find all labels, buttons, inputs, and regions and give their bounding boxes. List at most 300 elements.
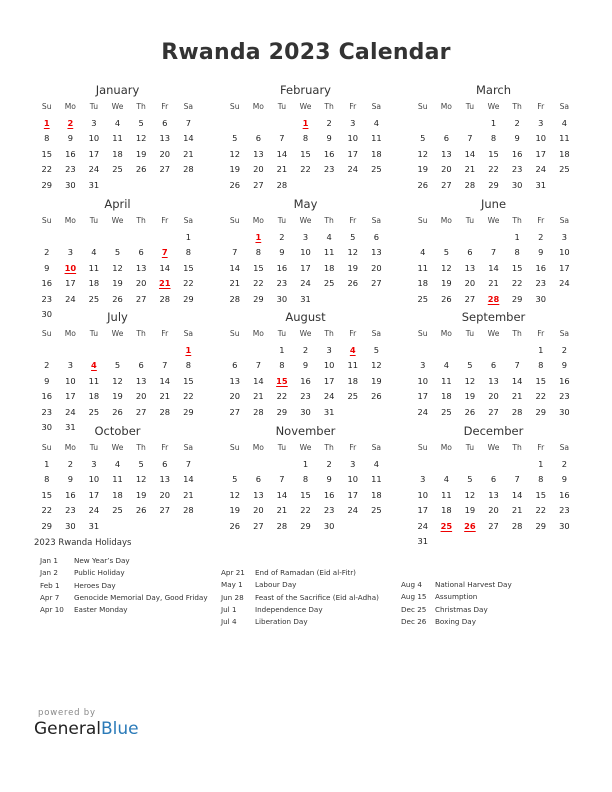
day-cell: 9: [514, 133, 520, 144]
holiday-name: Heroes Day: [74, 580, 116, 590]
day-cell: 25: [417, 293, 429, 304]
day-cell: 26: [441, 293, 452, 304]
weekday-label: Fr: [537, 216, 545, 225]
day-cell: 29: [183, 293, 194, 304]
week-row: [35, 132, 200, 146]
day-cell: 16: [41, 278, 53, 289]
day-cell: 13: [135, 375, 147, 386]
brand-general: General: [34, 719, 101, 739]
weekday-label: Th: [512, 329, 522, 338]
day-cell: 11: [371, 133, 382, 144]
day-cell: 16: [511, 148, 523, 159]
week-row: [411, 132, 576, 146]
day-cell: 24: [417, 520, 429, 531]
weekday-label: Su: [229, 216, 240, 225]
weekday-label: We: [487, 216, 500, 225]
week-row: [35, 406, 200, 420]
weekday-label: Sa: [371, 329, 382, 338]
day-cell: 8: [302, 474, 309, 485]
day-cell: 6: [490, 474, 497, 485]
week-row: [35, 504, 200, 518]
day-cell: 30: [511, 179, 523, 190]
week-row: [411, 390, 576, 404]
weekday-label: Su: [229, 443, 240, 452]
weekday-label: Su: [41, 329, 52, 338]
day-cell: 21: [511, 391, 523, 402]
day-cell: 6: [255, 133, 261, 144]
day-cell: 14: [253, 375, 264, 386]
day-cell: 15: [300, 148, 311, 159]
day-cell: 24: [65, 293, 76, 304]
week-row: [223, 132, 388, 146]
weekday-label: We: [487, 102, 500, 111]
day-cell: 6: [443, 133, 449, 144]
week-row: [35, 520, 200, 534]
day-cell: 8: [302, 133, 309, 144]
weekday-label: Mo: [64, 216, 76, 225]
day-cell: 11: [417, 262, 429, 273]
day-cell: 5: [420, 133, 426, 144]
week-row: [411, 262, 576, 276]
day-cell: 17: [65, 391, 76, 402]
day-cell: 10: [559, 247, 570, 258]
day-cell: 30: [559, 520, 570, 531]
weekday-label: We: [299, 102, 312, 111]
weekday-label: Th: [324, 443, 334, 452]
generalblue-logo[interactable]: [34, 719, 139, 739]
day-cell: 23: [323, 164, 335, 175]
day-cell: 12: [347, 247, 359, 258]
day-cell: 17: [347, 148, 359, 159]
day-cell: 1: [490, 118, 497, 128]
day-cell: 29: [535, 520, 547, 531]
day-cell: 4: [373, 118, 379, 128]
day-cell: 24: [88, 505, 100, 516]
day-cell: 13: [229, 375, 241, 386]
day-cell: 24: [417, 406, 429, 417]
day-cell: 9: [561, 474, 567, 485]
week-row: [411, 231, 576, 245]
day-cell: 20: [135, 278, 147, 289]
day-cell: 20: [159, 489, 171, 500]
day-cell: 8: [279, 360, 285, 371]
weekday-label: Sa: [371, 216, 382, 225]
day-cell: 26: [347, 278, 359, 289]
weekday-label: Tu: [89, 216, 99, 225]
day-cell: 20: [488, 505, 499, 516]
day-cell: 25: [112, 164, 123, 175]
weekday-label: We: [487, 329, 500, 338]
week-row: [411, 473, 576, 487]
day-cell: 8: [490, 133, 497, 144]
day-cell: 18: [417, 278, 429, 289]
day-cell: 6: [255, 474, 261, 485]
month-name: April: [104, 197, 131, 211]
day-cell: 27: [371, 278, 382, 289]
weekday-label: Th: [512, 216, 522, 225]
day-cell: 26: [464, 406, 476, 417]
month-name: June: [480, 197, 507, 211]
day-cell: 7: [279, 133, 285, 144]
day-cell: 2: [326, 118, 332, 128]
day-cell: 5: [138, 459, 144, 469]
holiday-day: 10: [64, 262, 77, 273]
weekday-label: We: [111, 102, 124, 111]
day-cell: 1: [538, 459, 544, 469]
weekday-header: [411, 328, 576, 342]
day-cell: 11: [347, 360, 359, 371]
week-row: [35, 262, 200, 276]
week-row: [35, 277, 200, 291]
day-cell: 16: [41, 391, 53, 402]
day-cell: 9: [326, 133, 332, 144]
day-cell: 8: [44, 133, 50, 144]
day-cell: 26: [371, 391, 382, 402]
holiday-name: Easter Monday: [74, 605, 128, 615]
day-cell: 27: [488, 520, 499, 531]
day-cell: 7: [490, 247, 497, 258]
weekday-label: Fr: [349, 102, 357, 111]
day-cell: 6: [162, 118, 168, 128]
day-cell: 21: [464, 164, 476, 175]
day-cell: 29: [41, 520, 53, 531]
day-cell: 2: [561, 459, 567, 469]
day-cell: 11: [371, 474, 382, 485]
day-cell: 24: [347, 164, 359, 175]
week-row: [35, 293, 200, 307]
day-cell: 20: [253, 164, 264, 175]
holiday-day: 4: [91, 360, 97, 371]
day-cell: 18: [88, 391, 100, 402]
day-cell: 17: [88, 148, 100, 159]
day-cell: 2: [538, 232, 544, 242]
day-cell: 23: [41, 406, 53, 417]
weekday-label: Th: [324, 329, 334, 338]
weekday-label: Su: [417, 216, 428, 225]
weekday-header: [35, 442, 200, 456]
day-cell: 10: [300, 247, 311, 258]
day-cell: 24: [535, 164, 547, 175]
day-cell: 15: [41, 148, 53, 159]
day-cell: 15: [300, 489, 311, 500]
day-cell: 17: [323, 375, 335, 386]
weekday-label: Th: [136, 102, 146, 111]
weekday-label: Tu: [277, 102, 287, 111]
week-row: [35, 489, 200, 503]
day-cell: 21: [159, 391, 171, 402]
day-cell: 28: [276, 179, 288, 190]
weekday-label: Sa: [559, 102, 570, 111]
day-cell: 23: [511, 164, 523, 175]
weekday-label: Mo: [440, 102, 452, 111]
week-row: [223, 458, 388, 472]
day-cell: 9: [44, 375, 50, 386]
day-cell: 19: [441, 278, 452, 289]
day-cell: 30: [65, 520, 76, 531]
day-cell: 28: [229, 293, 241, 304]
weekday-label: Th: [512, 102, 522, 111]
day-cell: 14: [159, 262, 171, 273]
day-cell: 18: [371, 489, 382, 500]
weekday-label: Tu: [465, 329, 475, 338]
day-cell: 12: [441, 262, 452, 273]
holiday-name: Boxing Day: [435, 616, 476, 626]
day-cell: 26: [112, 293, 123, 304]
day-cell: 11: [88, 262, 100, 273]
day-cell: 27: [135, 406, 147, 417]
holiday-name: Liberation Day: [255, 617, 308, 627]
day-cell: 28: [511, 520, 523, 531]
weekday-label: Tu: [465, 102, 475, 111]
day-cell: 20: [488, 391, 499, 402]
day-cell: 13: [253, 489, 264, 500]
day-cell: 2: [302, 345, 309, 355]
day-cell: 3: [326, 345, 332, 355]
day-cell: 20: [253, 505, 264, 516]
day-cell: 8: [514, 247, 520, 258]
holiday-date: Apr 21: [221, 568, 245, 577]
day-cell: 9: [302, 360, 309, 371]
day-cell: 19: [347, 262, 359, 273]
day-cell: 14: [159, 375, 171, 386]
day-cell: 19: [112, 391, 123, 402]
page-title: Rwanda 2023 Calendar: [161, 40, 451, 65]
week-row: [35, 231, 200, 245]
day-cell: 14: [276, 489, 288, 500]
holiday-date: Dec 26: [401, 616, 427, 626]
day-cell: 29: [300, 520, 311, 531]
week-row: [411, 179, 576, 193]
weekday-label: Fr: [161, 216, 169, 225]
day-cell: 12: [464, 375, 476, 386]
week-row: [223, 344, 388, 358]
day-cell: 24: [88, 164, 100, 175]
day-cell: 22: [276, 391, 288, 402]
weekday-label: Fr: [537, 443, 545, 452]
day-cell: 23: [65, 505, 76, 516]
weekday-label: Fr: [161, 102, 169, 111]
holiday-date: Jan 2: [40, 568, 58, 578]
weekday-label: Su: [417, 329, 428, 338]
day-cell: 2: [67, 459, 73, 469]
week-row: [35, 179, 200, 193]
holiday-day: 1: [255, 232, 262, 242]
day-cell: 19: [112, 278, 123, 289]
month-name: July: [107, 310, 128, 324]
day-cell: 9: [279, 247, 285, 258]
day-cell: 28: [276, 520, 288, 531]
week-row: [223, 504, 388, 518]
day-cell: 22: [535, 505, 547, 516]
day-cell: 17: [535, 148, 547, 159]
day-cell: 17: [88, 489, 100, 500]
weekday-label: Mo: [252, 443, 264, 452]
holiday-name: National Harvest Day: [435, 580, 512, 589]
day-cell: 30: [41, 422, 53, 432]
week-row: [411, 406, 576, 420]
day-cell: 27: [159, 505, 171, 516]
weekday-label: Tu: [89, 329, 99, 338]
month-name: August: [285, 310, 326, 324]
weekday-label: Mo: [64, 329, 76, 338]
day-cell: 18: [347, 375, 359, 386]
weekday-header: [411, 215, 576, 229]
day-cell: 3: [538, 118, 544, 128]
holiday-day: 1: [302, 118, 309, 128]
holiday-date: Aug 4: [401, 580, 422, 589]
day-cell: 9: [67, 474, 73, 485]
day-cell: 30: [559, 406, 570, 417]
day-cell: 6: [162, 459, 168, 469]
month-name: March: [475, 83, 512, 97]
holiday-name: End of Ramadan (Eid al-Fitr): [255, 568, 356, 577]
day-cell: 16: [559, 489, 570, 500]
week-row: [35, 359, 200, 373]
day-cell: 10: [347, 133, 359, 144]
day-cell: 23: [41, 293, 53, 304]
day-cell: 12: [464, 489, 476, 500]
day-cell: 12: [417, 148, 429, 159]
day-cell: 15: [511, 262, 523, 273]
day-cell: 7: [514, 474, 520, 485]
week-row: [35, 344, 200, 358]
week-row: [411, 489, 576, 503]
holiday-day: 21: [158, 278, 171, 289]
week-row: [223, 375, 388, 389]
day-cell: 3: [302, 232, 309, 242]
day-cell: 21: [511, 505, 523, 516]
day-cell: 6: [138, 360, 144, 371]
weekday-label: Fr: [349, 443, 357, 452]
day-cell: 5: [232, 133, 238, 144]
day-cell: 9: [561, 360, 567, 371]
powered-by-label: powered by: [38, 708, 96, 718]
day-cell: 18: [559, 148, 570, 159]
holiday-name: Public Holiday: [74, 568, 125, 578]
holiday-day: 2: [67, 118, 74, 128]
holiday-date: May 1: [221, 580, 243, 590]
day-cell: 12: [135, 474, 147, 485]
day-cell: 13: [441, 148, 452, 159]
day-cell: 14: [183, 133, 194, 144]
day-cell: 5: [350, 232, 356, 242]
week-row: [223, 473, 388, 487]
day-cell: 14: [511, 489, 523, 500]
day-cell: 28: [464, 179, 476, 190]
day-cell: 18: [88, 278, 100, 289]
day-cell: 2: [326, 459, 332, 469]
day-cell: 14: [183, 474, 194, 485]
day-cell: 15: [253, 262, 264, 273]
holiday-date: Jul 4: [221, 617, 237, 627]
day-cell: 22: [511, 278, 523, 289]
day-cell: 25: [559, 164, 570, 175]
week-row: [223, 117, 388, 131]
holiday-day: 26: [464, 520, 476, 531]
day-cell: 2: [279, 232, 285, 242]
day-cell: 13: [488, 489, 499, 500]
holiday-name: New Year’s Day: [74, 556, 130, 565]
day-cell: 8: [538, 360, 544, 371]
week-row: [223, 262, 388, 276]
week-row: [411, 163, 576, 177]
weekday-label: Su: [229, 102, 240, 111]
week-row: [35, 117, 200, 131]
day-cell: 4: [561, 118, 567, 128]
weekday-header: [223, 101, 388, 115]
weekday-label: Su: [41, 216, 52, 225]
day-cell: 8: [185, 360, 191, 371]
day-cell: 24: [559, 278, 570, 289]
day-cell: 24: [347, 505, 359, 516]
day-cell: 9: [44, 262, 50, 273]
day-cell: 24: [323, 391, 335, 402]
day-cell: 17: [559, 262, 570, 273]
day-cell: 14: [229, 262, 241, 273]
day-cell: 8: [255, 247, 261, 258]
weekday-label: Sa: [183, 102, 194, 111]
day-cell: 13: [159, 133, 171, 144]
day-cell: 24: [300, 278, 311, 289]
holiday-date: Dec 25: [401, 604, 427, 614]
weekday-label: Th: [136, 216, 146, 225]
day-cell: 21: [253, 391, 264, 402]
day-cell: 14: [464, 148, 476, 159]
day-cell: 22: [41, 164, 53, 175]
day-cell: 11: [323, 247, 335, 258]
day-cell: 30: [276, 293, 288, 304]
weekday-label: Su: [417, 102, 428, 111]
day-cell: 19: [135, 489, 147, 500]
day-cell: 22: [253, 278, 264, 289]
day-cell: 9: [67, 133, 73, 144]
weekday-label: We: [111, 216, 124, 225]
holiday-name: Assumption: [435, 592, 478, 602]
weekday-label: Tu: [277, 329, 287, 338]
day-cell: 4: [420, 247, 426, 258]
weekday-label: We: [299, 216, 312, 225]
day-cell: 29: [535, 406, 547, 417]
weekday-label: Th: [324, 216, 334, 225]
weekday-label: Sa: [559, 329, 570, 338]
day-cell: 20: [441, 164, 452, 175]
holiday-name: Labour Day: [255, 580, 297, 590]
day-cell: 12: [135, 133, 147, 144]
day-cell: 28: [183, 164, 194, 175]
day-cell: 8: [538, 474, 544, 485]
holiday-name: Independence Day: [255, 604, 323, 614]
day-cell: 10: [535, 133, 547, 144]
weekday-label: Sa: [183, 443, 194, 452]
weekday-label: Mo: [252, 329, 264, 338]
day-cell: 30: [65, 179, 76, 190]
day-cell: 27: [253, 520, 264, 531]
day-cell: 27: [253, 179, 264, 190]
day-cell: 3: [420, 360, 426, 371]
weekday-label: Su: [41, 443, 52, 452]
day-cell: 11: [559, 133, 570, 144]
day-cell: 20: [464, 278, 476, 289]
day-cell: 21: [183, 148, 194, 159]
holiday-date: Jul 1: [221, 604, 237, 614]
day-cell: 22: [41, 505, 53, 516]
day-cell: 6: [138, 247, 144, 258]
day-cell: 25: [88, 293, 100, 304]
day-cell: 28: [159, 293, 171, 304]
day-cell: 30: [535, 293, 547, 304]
day-cell: 29: [276, 406, 288, 417]
day-cell: 22: [300, 164, 311, 175]
